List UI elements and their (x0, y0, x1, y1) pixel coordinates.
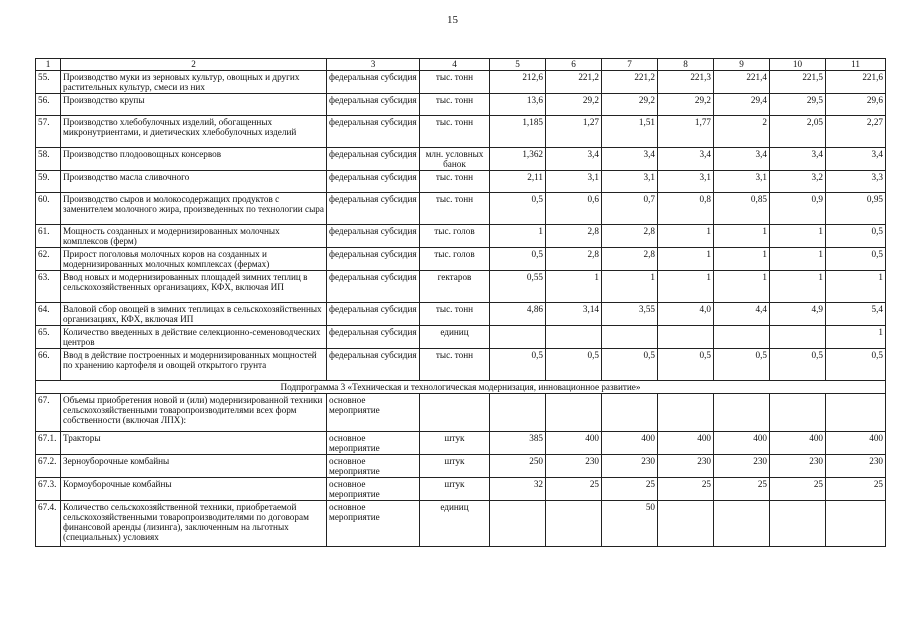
value-cell: 2,8 (546, 248, 602, 271)
value-cell: 2,05 (770, 116, 826, 148)
value-cell: 1,27 (546, 116, 602, 148)
table-row (36, 193, 886, 225)
unit-of-measure: тыс. голов (420, 248, 490, 271)
value-cell: 0,5 (714, 349, 770, 381)
value-cell: 0,95 (826, 193, 886, 225)
value-cell: 1,362 (490, 148, 546, 171)
row-number: 58. (36, 148, 61, 171)
value-cell (714, 501, 770, 547)
funding-source: федеральная субсидия (327, 171, 420, 193)
value-cell: 230 (602, 455, 658, 478)
table-row (36, 148, 886, 171)
funding-source: федеральная субсидия (327, 71, 420, 94)
value-cell: 230 (546, 455, 602, 478)
value-cell: 3,4 (826, 148, 886, 171)
row-number: 59. (36, 171, 61, 193)
value-cell: 1 (602, 271, 658, 303)
unit-of-measure: тыс. тонн (420, 193, 490, 225)
indicator-name: Кормоуборочные комбайны (61, 478, 327, 501)
column-header: 9 (714, 59, 770, 71)
unit-of-measure: штук (420, 455, 490, 478)
value-cell: 0,85 (714, 193, 770, 225)
indicators-table (35, 58, 886, 547)
value-cell (826, 394, 886, 432)
table-row (36, 349, 886, 381)
value-cell: 1 (714, 271, 770, 303)
value-cell: 400 (770, 432, 826, 455)
subprogram-title: Подпрограмма 3 «Техническая и технологическая модернизация, инновационное развитие» (36, 381, 886, 394)
row-number: 67.2. (36, 455, 61, 478)
column-header: 4 (420, 59, 490, 71)
value-cell: 29,6 (826, 94, 886, 116)
value-cell: 1 (826, 271, 886, 303)
value-cell: 2,8 (602, 248, 658, 271)
value-cell: 2,8 (602, 225, 658, 248)
value-cell: 1 (770, 271, 826, 303)
value-cell: 1 (770, 248, 826, 271)
row-number: 66. (36, 349, 61, 381)
value-cell: 0,8 (658, 193, 714, 225)
value-cell: 250 (490, 455, 546, 478)
value-cell: 0,7 (602, 193, 658, 225)
value-cell: 230 (770, 455, 826, 478)
indicator-name: Производство муки из зерновых культур, овощных и других растительных культур, смеси из них (61, 71, 327, 94)
unit-of-measure: тыс. тонн (420, 349, 490, 381)
value-cell: 221,2 (602, 71, 658, 94)
funding-source: федеральная субсидия (327, 248, 420, 271)
value-cell: 0,5 (546, 349, 602, 381)
value-cell: 3,2 (770, 171, 826, 193)
value-cell: 3,14 (546, 303, 602, 326)
value-cell: 1 (490, 225, 546, 248)
value-cell: 221,5 (770, 71, 826, 94)
value-cell: 25 (826, 478, 886, 501)
value-cell (490, 326, 546, 349)
indicator-name: Производство сыров и молокосодержащих продуктов с заменителем молочного жира, произведенных по технологии сыра (61, 193, 327, 225)
value-cell: 230 (658, 455, 714, 478)
value-cell (714, 394, 770, 432)
value-cell: 3,4 (546, 148, 602, 171)
value-cell (770, 394, 826, 432)
value-cell (546, 394, 602, 432)
row-number: 64. (36, 303, 61, 326)
indicator-name: Мощность созданных и модернизированных молочных комплексов (ферм) (61, 225, 327, 248)
unit-of-measure (420, 394, 490, 432)
value-cell (770, 326, 826, 349)
funding-source: основное мероприятие (327, 455, 420, 478)
unit-of-measure: тыс. тонн (420, 171, 490, 193)
value-cell: 29,2 (546, 94, 602, 116)
value-cell (602, 394, 658, 432)
row-number: 67.3. (36, 478, 61, 501)
funding-source: основное мероприятие (327, 394, 420, 432)
indicator-name: Валовой сбор овощей в зимних теплицах в сельскохозяйственных организациях, КФХ, включая ИП (61, 303, 327, 326)
value-cell: 25 (770, 478, 826, 501)
table-row (36, 171, 886, 193)
value-cell: 1 (546, 271, 602, 303)
value-cell: 0,55 (490, 271, 546, 303)
value-cell: 2,27 (826, 116, 886, 148)
row-number: 56. (36, 94, 61, 116)
value-cell: 3,4 (714, 148, 770, 171)
table-row (36, 303, 886, 326)
value-cell: 2,11 (490, 171, 546, 193)
column-header: 2 (61, 59, 327, 71)
row-number: 67. (36, 394, 61, 432)
value-cell: 385 (490, 432, 546, 455)
table-row (36, 225, 886, 248)
funding-source: федеральная субсидия (327, 271, 420, 303)
row-number: 67.4. (36, 501, 61, 547)
value-cell: 400 (602, 432, 658, 455)
value-cell: 4,0 (658, 303, 714, 326)
table-row (36, 432, 886, 455)
indicator-name: Количество введенных в действие селекционно-семеноводческих центров (61, 326, 327, 349)
value-cell: 1 (658, 248, 714, 271)
value-cell: 1 (770, 225, 826, 248)
column-header: 3 (327, 59, 420, 71)
unit-of-measure: гектаров (420, 271, 490, 303)
value-cell: 400 (826, 432, 886, 455)
indicator-name: Ввод новых и модернизированных площадей зимних теплиц в сельскохозяйственных организациях, КФХ, включая ИП (61, 271, 327, 303)
subprogram-row (36, 381, 886, 394)
value-cell: 13,6 (490, 94, 546, 116)
indicator-name: Зерноуборочные комбайны (61, 455, 327, 478)
value-cell: 1,51 (602, 116, 658, 148)
table-row (36, 394, 886, 432)
indicator-name: Ввод в действие построенных и модернизированных мощностей по хранению картофеля и овощей открытого грунта (61, 349, 327, 381)
value-cell (658, 394, 714, 432)
unit-of-measure: штук (420, 478, 490, 501)
value-cell: 1,185 (490, 116, 546, 148)
value-cell: 400 (546, 432, 602, 455)
value-cell: 0,5 (658, 349, 714, 381)
unit-of-measure: штук (420, 432, 490, 455)
value-cell: 0,5 (490, 248, 546, 271)
table-row (36, 478, 886, 501)
value-cell: 29,2 (658, 94, 714, 116)
value-cell: 230 (714, 455, 770, 478)
value-cell: 25 (546, 478, 602, 501)
value-cell: 3,1 (602, 171, 658, 193)
table-row (36, 271, 886, 303)
indicator-name: Количество сельскохозяйственной техники, приобретаемой сельскохозяйственными товаропроизводителями по договорам финансовой аренды (лизинга), заключенным на льготных (специальных) условиях (61, 501, 327, 547)
page-number: 15 (447, 14, 458, 26)
column-header: 5 (490, 59, 546, 71)
indicator-name: Прирост поголовья молочных коров на созданных и модернизированных молочных комплексах (фермах) (61, 248, 327, 271)
row-number: 57. (36, 116, 61, 148)
value-cell: 4,4 (714, 303, 770, 326)
table-row (36, 326, 886, 349)
value-cell (546, 326, 602, 349)
value-cell: 32 (490, 478, 546, 501)
row-number: 55. (36, 71, 61, 94)
value-cell (602, 326, 658, 349)
value-cell: 221,6 (826, 71, 886, 94)
row-number: 62. (36, 248, 61, 271)
column-header: 11 (826, 59, 886, 71)
indicator-name: Производство хлебобулочных изделий, обогащенных микронутриентами, и диетических хлебобулочных изделий (61, 116, 327, 148)
table-row (36, 248, 886, 271)
value-cell: 3,4 (602, 148, 658, 171)
value-cell: 2 (714, 116, 770, 148)
value-cell: 0,6 (546, 193, 602, 225)
funding-source: федеральная субсидия (327, 193, 420, 225)
funding-source: федеральная субсидия (327, 225, 420, 248)
table-header-row (36, 59, 886, 71)
value-cell: 25 (658, 478, 714, 501)
column-header: 7 (602, 59, 658, 71)
value-cell: 1 (714, 225, 770, 248)
value-cell: 230 (826, 455, 886, 478)
funding-source: федеральная субсидия (327, 326, 420, 349)
indicator-name: Производство крупы (61, 94, 327, 116)
value-cell: 0,5 (826, 248, 886, 271)
indicator-name: Объемы приобретения новой и (или) модернизированной техники сельскохозяйственными товаропроизводителями всех форм собственности (включая ЛПХ): (61, 394, 327, 432)
table-row (36, 94, 886, 116)
funding-source: федеральная субсидия (327, 116, 420, 148)
column-header: 10 (770, 59, 826, 71)
unit-of-measure: тыс. тонн (420, 116, 490, 148)
value-cell: 1 (658, 271, 714, 303)
value-cell: 1 (658, 225, 714, 248)
value-cell: 0,5 (602, 349, 658, 381)
value-cell: 3,3 (826, 171, 886, 193)
value-cell: 4,9 (770, 303, 826, 326)
value-cell: 400 (658, 432, 714, 455)
value-cell: 1,77 (658, 116, 714, 148)
value-cell: 212,6 (490, 71, 546, 94)
unit-of-measure: единиц (420, 501, 490, 547)
value-cell (658, 501, 714, 547)
value-cell: 0,5 (490, 193, 546, 225)
unit-of-measure: единиц (420, 326, 490, 349)
value-cell (546, 501, 602, 547)
indicator-name: Производство плодоовощных консервов (61, 148, 327, 171)
value-cell: 3,1 (714, 171, 770, 193)
value-cell: 400 (714, 432, 770, 455)
indicator-name: Производство масла сливочного (61, 171, 327, 193)
value-cell (658, 326, 714, 349)
value-cell: 3,4 (658, 148, 714, 171)
unit-of-measure: тыс. тонн (420, 71, 490, 94)
value-cell: 0,9 (770, 193, 826, 225)
value-cell: 3,4 (770, 148, 826, 171)
table-row (36, 455, 886, 478)
value-cell (826, 501, 886, 547)
value-cell: 0,5 (826, 349, 886, 381)
value-cell: 29,4 (714, 94, 770, 116)
indicator-name: Тракторы (61, 432, 327, 455)
value-cell: 50 (602, 501, 658, 547)
value-cell: 29,5 (770, 94, 826, 116)
column-header: 8 (658, 59, 714, 71)
value-cell (490, 394, 546, 432)
table-row (36, 71, 886, 94)
funding-source: основное мероприятие (327, 478, 420, 501)
value-cell: 3,55 (602, 303, 658, 326)
value-cell: 1 (826, 326, 886, 349)
row-number: 63. (36, 271, 61, 303)
unit-of-measure: тыс. голов (420, 225, 490, 248)
funding-source: федеральная субсидия (327, 94, 420, 116)
funding-source: федеральная субсидия (327, 148, 420, 171)
value-cell: 221,4 (714, 71, 770, 94)
row-number: 67.1. (36, 432, 61, 455)
value-cell: 0,5 (490, 349, 546, 381)
value-cell: 4,86 (490, 303, 546, 326)
value-cell: 5,4 (826, 303, 886, 326)
row-number: 60. (36, 193, 61, 225)
funding-source: основное мероприятие (327, 432, 420, 455)
column-header: 1 (36, 59, 61, 71)
unit-of-measure: тыс. тонн (420, 94, 490, 116)
funding-source: основное мероприятие (327, 501, 420, 547)
row-number: 65. (36, 326, 61, 349)
value-cell (714, 326, 770, 349)
value-cell: 0,5 (770, 349, 826, 381)
value-cell: 3,1 (546, 171, 602, 193)
table-row (36, 116, 886, 148)
funding-source: федеральная субсидия (327, 303, 420, 326)
value-cell: 2,8 (546, 225, 602, 248)
row-number: 61. (36, 225, 61, 248)
table-row (36, 501, 886, 547)
value-cell: 1 (714, 248, 770, 271)
value-cell: 221,3 (658, 71, 714, 94)
value-cell: 0,5 (826, 225, 886, 248)
value-cell (770, 501, 826, 547)
value-cell (490, 501, 546, 547)
funding-source: федеральная субсидия (327, 349, 420, 381)
unit-of-measure: млн. условных банок (420, 148, 490, 171)
value-cell: 25 (714, 478, 770, 501)
unit-of-measure: тыс. тонн (420, 303, 490, 326)
column-header: 6 (546, 59, 602, 71)
value-cell: 221,2 (546, 71, 602, 94)
value-cell: 25 (602, 478, 658, 501)
value-cell: 3,1 (658, 171, 714, 193)
value-cell: 29,2 (602, 94, 658, 116)
